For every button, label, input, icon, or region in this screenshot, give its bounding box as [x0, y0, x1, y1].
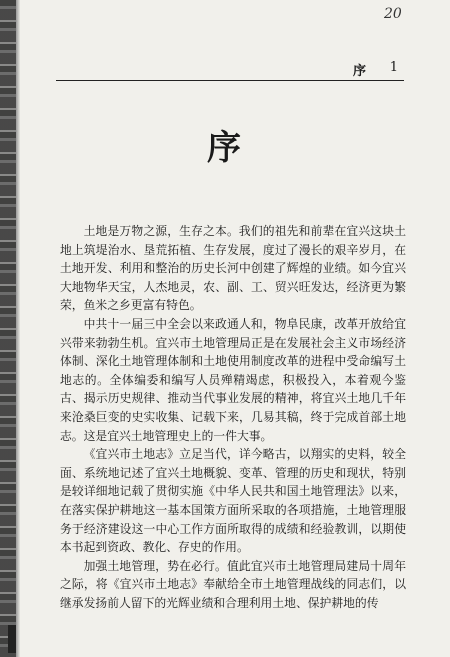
page-title: 序	[207, 128, 243, 168]
paragraph-3: 《宜兴市土地志》立足当代，详今略古，以翔实的史料，较全面、系统地记述了宜兴土地概貌、变革、管理的历史和现状，特别是较详细地记载了贯彻实施《中华人民共和国土地管理法》以来，在落实保护耕地这一基本国策方面所采取的各项措施，土地管理服务于经济建设这一中心工作方面所取得的成绩和经验教训，以期使本书起到资政、教化、存史的作用。	[60, 447, 406, 555]
handwritten-page-note: 20	[384, 6, 402, 22]
scan-mark	[8, 625, 16, 653]
scan-edge-shadow	[16, 0, 20, 657]
header-rule	[56, 80, 404, 81]
paragraph-1: 土地是万物之源，生存之本。我们的祖先和前辈在宜兴这块土地上筑堤治水、垦荒拓植、生存发展，度过了漫长的艰辛岁月，在土地开发、利用和整治的历史长河中创建了辉煌的业绩。如今宜兴大地物华天宝，人杰地灵，农、副、工、贸兴旺发达，经济更为繁荣，鱼米之乡更富有特色。	[60, 224, 406, 313]
header-page-number: 1	[389, 60, 398, 75]
scan-binding-edge	[0, 0, 16, 657]
paragraph-2: 中共十一届三中全会以来政通人和，物阜民康，改革开放给宜兴带来勃勃生机。宜兴市土地管理局正是在发展社会主义市场经济体制、深化土地管理体制和土地使用制度改革的进程中受命编写土地志的。全体编委和编写人员殚精竭虑，积极投入，本着观今鉴古、揭示历史规律、推动当代事业发展的精神，将宜兴土地几千年来沧桑巨变的史实收集、记载下来，几易其稿，终于完成首部土地志。这是宜兴土地管理史上的一件大事。	[60, 316, 406, 443]
header-section-title: 序	[352, 64, 368, 79]
body-text	[60, 222, 406, 612]
running-header	[56, 60, 404, 78]
paragraph-4: 加强土地管理，势在必行。值此宜兴市土地管理局建局十周年之际，将《宜兴市土地志》奉献给全市土地管理战线的同志们，以继承发扬前人留下的光辉业绩和合理利用土地、保护耕地的传	[60, 558, 406, 610]
